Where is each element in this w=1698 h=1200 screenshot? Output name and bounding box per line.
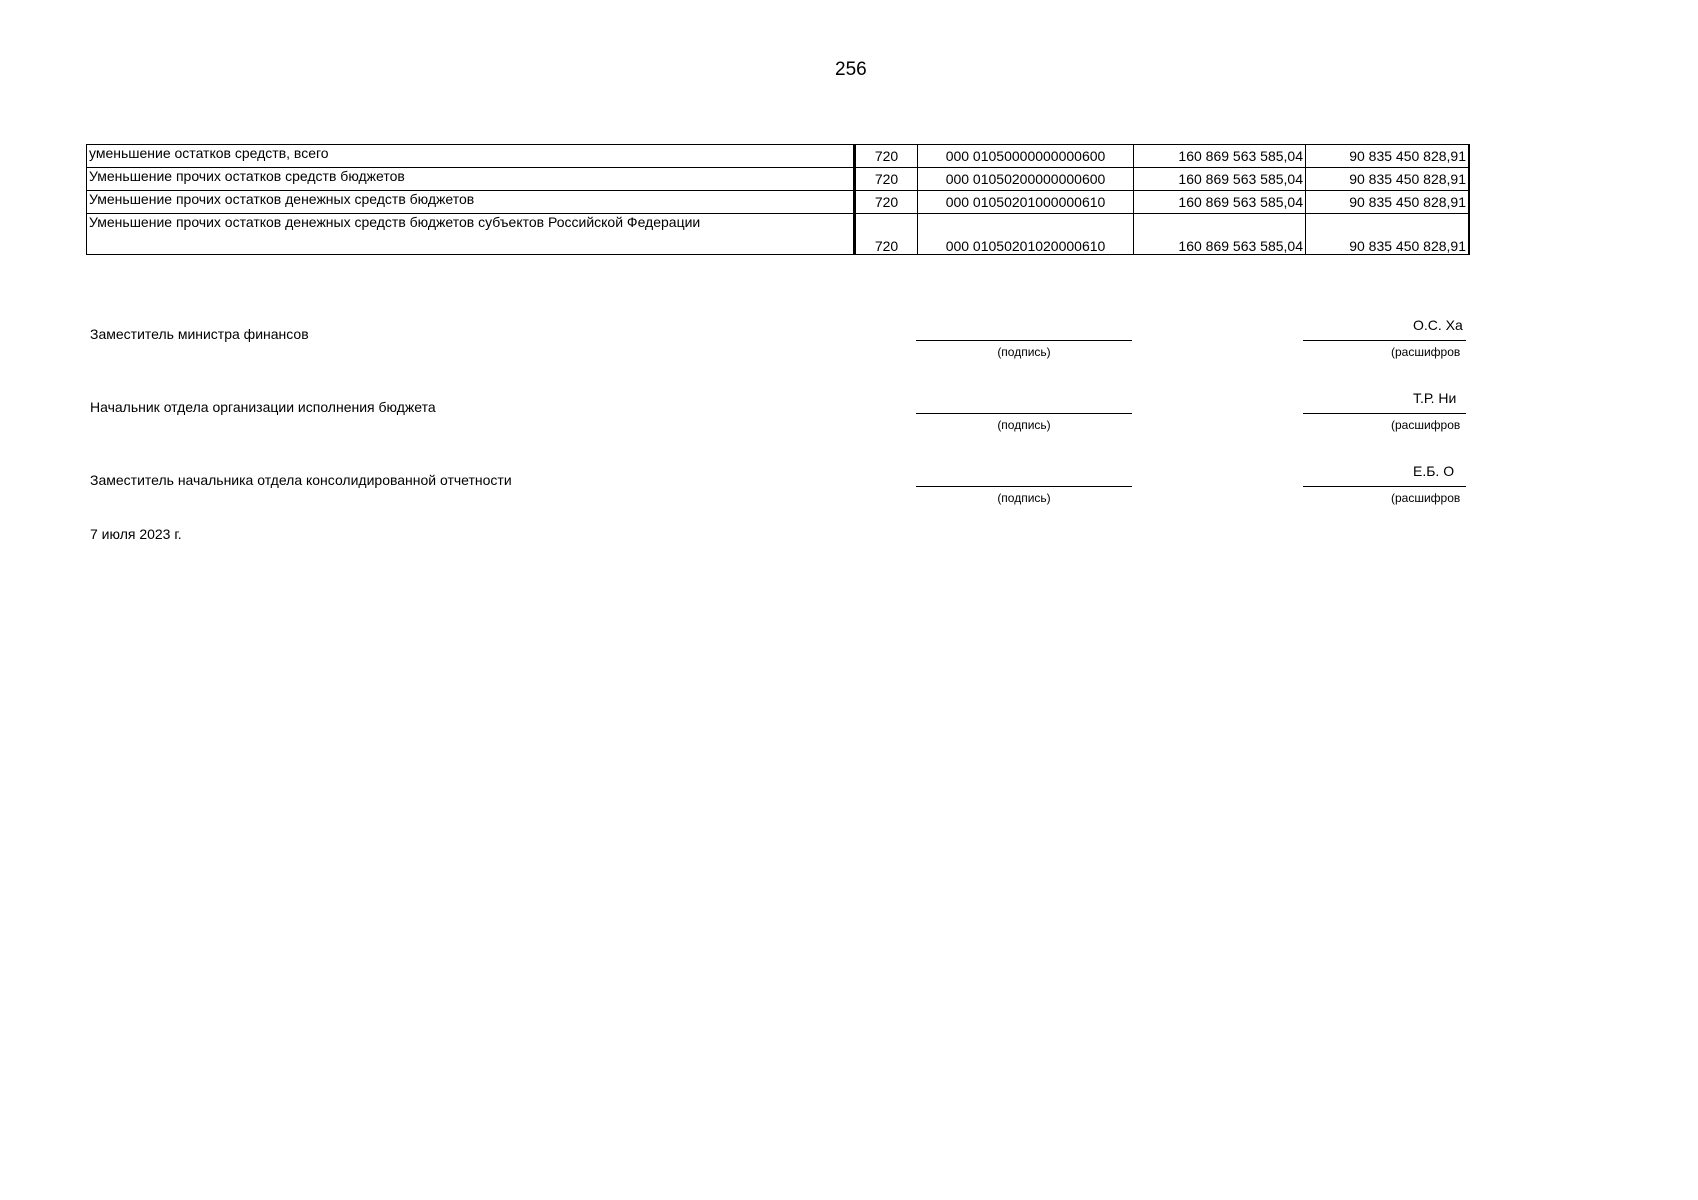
row-value2: 90 835 450 828,91	[1306, 168, 1470, 191]
row-value1: 160 869 563 585,04	[1134, 191, 1306, 214]
row-kbk: 000 01050201000000610	[918, 191, 1134, 214]
table-row	[87, 145, 1470, 168]
table-row	[87, 191, 1470, 214]
row-value1: 160 869 563 585,04	[1134, 168, 1306, 191]
decoding-line	[1303, 340, 1466, 341]
row-value2: 90 835 450 828,91	[1306, 214, 1470, 255]
row-code: 720	[855, 168, 918, 191]
table-row	[87, 168, 1470, 191]
signer-name: Е.Б. О	[1413, 463, 1455, 479]
signer-name: Т.Р. Ни	[1413, 390, 1457, 406]
signature-caption: (подпись)	[997, 491, 1051, 505]
row-value1: 160 869 563 585,04	[1134, 214, 1306, 255]
page-number: 256	[835, 59, 867, 80]
table-row	[87, 214, 1470, 255]
row-code: 720	[855, 145, 918, 168]
signature-caption: (подпись)	[997, 418, 1051, 432]
signature-block	[0, 379, 1698, 439]
decoding-area	[1303, 379, 1466, 439]
row-value2: 90 835 450 828,91	[1306, 191, 1470, 214]
row-kbk: 000 01050201020000610	[918, 214, 1134, 255]
decoding-caption: (расшифров	[1391, 418, 1461, 432]
decoding-area	[1303, 306, 1466, 366]
signature-block	[0, 452, 1698, 512]
signature-block	[0, 306, 1698, 366]
row-kbk: 000 01050200000000600	[918, 168, 1134, 191]
decoding-caption: (расшифров	[1391, 491, 1461, 505]
row-kbk: 000 01050000000000600	[918, 145, 1134, 168]
signer-position: Заместитель министра финансов	[90, 326, 309, 342]
signature-line	[916, 340, 1132, 341]
row-name: Уменьшение прочих остатков денежных средств бюджетов	[87, 191, 855, 214]
row-name: Уменьшение прочих остатков средств бюджетов	[87, 168, 855, 191]
signer-name: О.С. Ха	[1413, 317, 1463, 333]
decoding-area	[1303, 452, 1466, 512]
signer-position: Начальник отдела организации исполнения бюджета	[90, 399, 436, 415]
signature-line	[916, 486, 1132, 487]
row-value2: 90 835 450 828,91	[1306, 145, 1470, 168]
row-code: 720	[855, 214, 918, 255]
signer-position: Заместитель начальника отдела консолидированной отчетности	[90, 472, 512, 488]
row-name: уменьшение остатков средств, всего	[87, 145, 855, 168]
row-value1: 160 869 563 585,04	[1134, 145, 1306, 168]
document-date: 7 июля 2023 г.	[90, 526, 182, 542]
decoding-line	[1303, 413, 1466, 414]
row-code: 720	[855, 191, 918, 214]
decoding-caption: (расшифров	[1391, 345, 1461, 359]
budget-table	[86, 144, 1470, 255]
signature-caption: (подпись)	[997, 345, 1051, 359]
signature-line	[916, 413, 1132, 414]
decoding-line	[1303, 486, 1466, 487]
row-name: Уменьшение прочих остатков денежных средств бюджетов субъектов Российской Федерации	[87, 214, 855, 255]
